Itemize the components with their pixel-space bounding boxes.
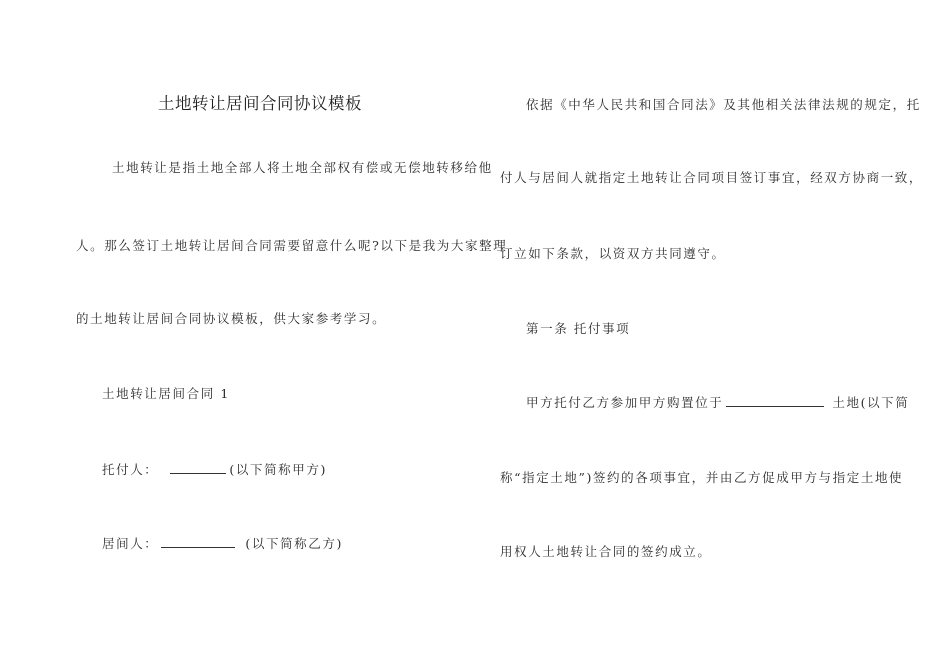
intermediary-blank xyxy=(161,546,235,548)
para-line: 订立如下条款，以资双方共同遵守。 xyxy=(500,246,726,261)
location-blank xyxy=(726,405,824,407)
article-line-prefix: 甲方托付乙方参加甲方购置位于 xyxy=(526,395,724,410)
article-line: 用权人土地转让合同的签约成立。 xyxy=(500,544,712,559)
principal-label: 托付人： xyxy=(102,462,159,477)
article-heading: 第一条 托付事项 xyxy=(526,321,631,336)
principal-row xyxy=(102,460,327,478)
para-line: 依据《中华人民共和国合同法》及其他相关法律法规的规定，托 xyxy=(526,97,921,112)
article-line xyxy=(526,393,909,411)
principal-blank xyxy=(170,472,226,474)
intro-line: 人。那么签订土地转让居间合同需要留意什么呢?以下是我为大家整理 xyxy=(76,238,508,253)
intermediary-row xyxy=(102,534,343,552)
intro-line: 土地转让是指土地全部人将土地全部权有偿或无偿地转移给他 xyxy=(112,160,493,175)
intermediary-suffix: (以下简称乙方) xyxy=(245,536,343,551)
principal-suffix: (以下简称甲方) xyxy=(229,462,327,477)
article-line-suffix: 土地(以下简 xyxy=(832,395,910,410)
para-line: 付人与居间人就指定土地转让合同项目签订事宜，经双方协商一致， xyxy=(500,170,924,185)
contract-heading: 土地转让居间合同 1 xyxy=(102,386,230,401)
article-line: 称“指定土地”)签约的各项事宜，并由乙方促成甲方与指定土地使 xyxy=(500,470,904,485)
intermediary-label: 居间人： xyxy=(102,536,159,551)
document-title: 土地转让居间合同协议模板 xyxy=(158,94,362,113)
intro-line: 的土地转让居间合同协议模板，供大家参考学习。 xyxy=(76,311,387,326)
